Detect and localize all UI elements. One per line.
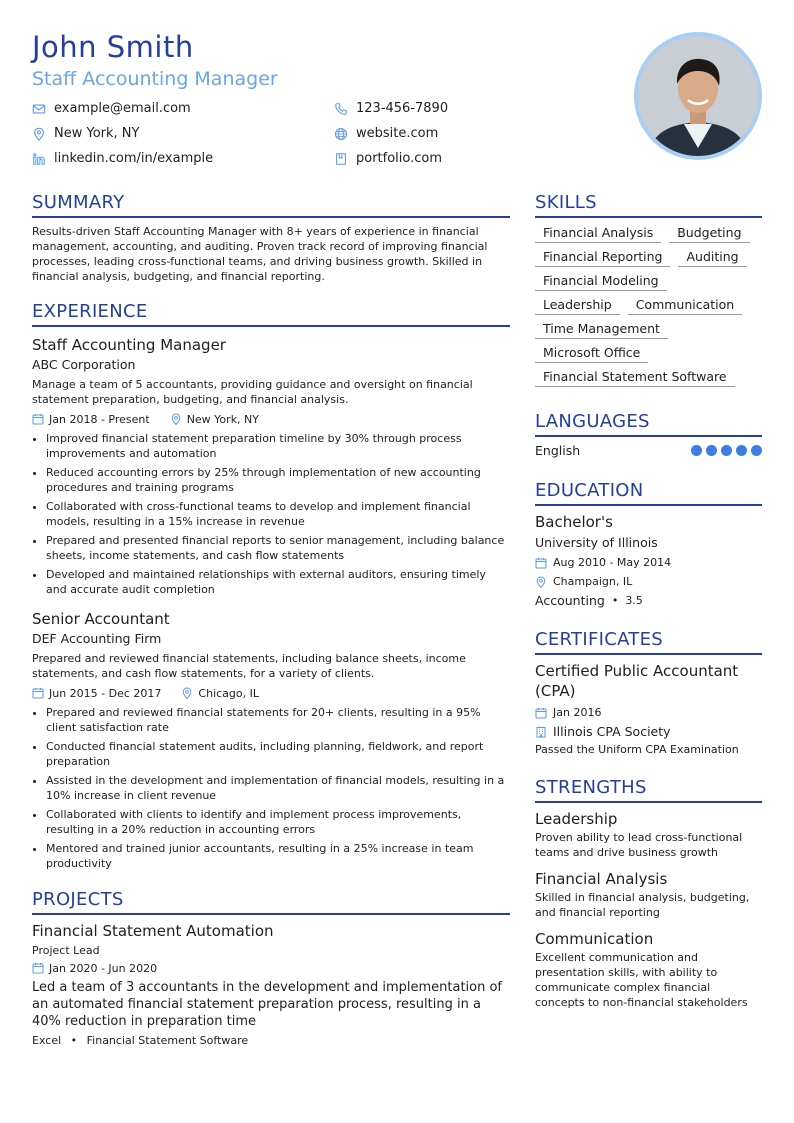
calendar-icon bbox=[32, 413, 44, 425]
separator-dot: • bbox=[70, 1034, 78, 1047]
experience-heading: EXPERIENCE bbox=[32, 301, 510, 327]
project-description: Led a team of 3 accountants in the development and implementation of an automated financial statement preparation process, resulting in a 40% reduction in preparation time bbox=[32, 980, 503, 1029]
education-field: Accounting bbox=[535, 593, 605, 608]
contact-linkedin-text: linkedin.com/in/example bbox=[54, 151, 214, 166]
strength-description: Proven ability to lead cross-functional teams and drive business growth bbox=[535, 831, 743, 859]
education-dates-row bbox=[535, 553, 762, 572]
skill-tag: Financial Statement Software bbox=[535, 368, 735, 387]
job-company: DEF Accounting Firm bbox=[32, 631, 162, 646]
certificate-issuer: Illinois CPA Society bbox=[553, 724, 671, 739]
calendar-icon bbox=[535, 557, 547, 569]
experience-item bbox=[32, 609, 510, 871]
portfolio-icon bbox=[334, 152, 348, 166]
strength-description: Skilled in financial analysis, budgeting, and financial reporting bbox=[535, 891, 750, 919]
proficiency-dot bbox=[691, 445, 702, 456]
globe-icon bbox=[334, 127, 348, 141]
project-dates: Jan 2020 - Jun 2020 bbox=[49, 961, 158, 975]
contact-website-text: website.com bbox=[356, 126, 439, 141]
contact-linkedin[interactable] bbox=[32, 151, 213, 166]
experience-item bbox=[32, 335, 510, 597]
experience-section bbox=[32, 301, 510, 871]
job-company: ABC Corporation bbox=[32, 357, 136, 372]
job-bullets bbox=[32, 431, 510, 597]
education-dates: Aug 2010 - May 2014 bbox=[553, 556, 672, 569]
languages-section bbox=[535, 411, 762, 458]
strength-description: Excellent communication and presentation skills, with ability to communicate complex financial concepts to non-financial stakeholders bbox=[535, 951, 748, 1009]
contact-location bbox=[32, 126, 139, 141]
skill-tag: Financial Modeling bbox=[535, 272, 667, 291]
certificate-date-row bbox=[535, 703, 762, 722]
skill-tag: Microsoft Office bbox=[535, 344, 648, 363]
contact-phone[interactable] bbox=[334, 101, 448, 116]
job-bullet: • Reduced accounting errors by 25% through implementation of new accounting procedures and training programs bbox=[46, 465, 510, 495]
right-column bbox=[535, 192, 762, 1010]
certificate-issuer-row bbox=[535, 722, 762, 742]
profile-photo bbox=[634, 32, 762, 160]
project-title: Financial Statement Automation bbox=[32, 922, 274, 940]
building-icon bbox=[535, 726, 547, 738]
contact-portfolio-text: portfolio.com bbox=[356, 151, 443, 166]
strength-title: Leadership bbox=[535, 810, 618, 828]
job-dates: Jan 2018 - Present bbox=[49, 412, 150, 426]
job-bullet: • Improved financial statement preparation timeline by 30% through process improvements and automation bbox=[46, 431, 510, 461]
contact-email[interactable] bbox=[32, 101, 191, 116]
strengths-section bbox=[535, 777, 762, 1010]
candidate-title: Staff Accounting Manager bbox=[32, 68, 278, 90]
separator-dot: • bbox=[611, 594, 619, 607]
profile-photo-image bbox=[638, 36, 758, 156]
job-title: Senior Accountant bbox=[32, 610, 170, 628]
linkedin-icon bbox=[32, 152, 46, 166]
job-meta bbox=[32, 411, 510, 427]
envelope-icon bbox=[32, 102, 46, 116]
job-description: Manage a team of 5 accountants, providing guidance and oversight on financial statement preparation, budgeting, and financial analysis. bbox=[32, 378, 473, 406]
location-pin-icon bbox=[32, 127, 46, 141]
language-row bbox=[535, 443, 762, 458]
job-bullet: • Prepared and reviewed financial statements for 20+ clients, resulting in a 95% client satisfaction rate bbox=[46, 705, 510, 735]
education-location-row bbox=[535, 572, 762, 591]
contact-location-text: New York, NY bbox=[54, 126, 140, 141]
certificate-date: Jan 2016 bbox=[553, 706, 602, 719]
certificates-heading: CERTIFICATES bbox=[535, 629, 762, 655]
skill-tag: Time Management bbox=[535, 320, 668, 339]
location-pin-icon bbox=[181, 687, 193, 699]
project-tools bbox=[32, 1033, 510, 1049]
contact-phone-text: 123-456-7890 bbox=[356, 101, 449, 116]
education-location: Champaign, IL bbox=[553, 575, 633, 588]
job-title: Staff Accounting Manager bbox=[32, 336, 226, 354]
education-section bbox=[535, 480, 762, 611]
degree: Bachelor's bbox=[535, 513, 613, 531]
project-role: Project Lead bbox=[32, 944, 100, 957]
education-heading: EDUCATION bbox=[535, 480, 762, 506]
job-location: Chicago, IL bbox=[198, 686, 259, 700]
candidate-name: John Smith bbox=[32, 30, 194, 64]
job-bullet: • Collaborated with cross-functional teams to develop and implement financial models, resulting in a 15% increase in revenue bbox=[46, 499, 510, 529]
skills-section bbox=[535, 192, 762, 392]
projects-heading: PROJECTS bbox=[32, 889, 510, 915]
summary-text: Results-driven Staff Accounting Manager with 8+ years of experience in financial management, accounting, and auditing. Proven track record of improving financial processes, leading cross-functional teams, and driving business growth. Skilled in financial analysis, budgeting, and financial reporting. bbox=[32, 225, 488, 283]
job-bullet: • Collaborated with clients to identify and implement process improvements, resulting in a 20% reduction in accounting errors bbox=[46, 807, 510, 837]
project-tool: Financial Statement Software bbox=[86, 1034, 249, 1047]
contact-email-text: example@email.com bbox=[54, 101, 191, 116]
skill-tag: Financial Analysis bbox=[535, 224, 661, 243]
strengths-heading: STRENGTHS bbox=[535, 777, 762, 803]
skill-tag: Communication bbox=[628, 296, 743, 315]
phone-icon bbox=[334, 102, 348, 116]
calendar-icon bbox=[535, 707, 547, 719]
calendar-icon bbox=[32, 687, 44, 699]
proficiency-dot bbox=[721, 445, 732, 456]
job-meta bbox=[32, 685, 510, 701]
summary-heading: SUMMARY bbox=[32, 192, 510, 218]
proficiency-dot bbox=[736, 445, 747, 456]
job-dates: Jun 2015 - Dec 2017 bbox=[49, 686, 162, 700]
education-gpa: 3.5 bbox=[625, 594, 643, 607]
project-meta bbox=[32, 960, 510, 976]
skills-list bbox=[535, 224, 762, 392]
certificates-section bbox=[535, 629, 762, 757]
project-tool: Excel bbox=[32, 1034, 62, 1047]
proficiency-dot bbox=[706, 445, 717, 456]
certificate-description: Passed the Uniform CPA Examination bbox=[535, 743, 739, 756]
calendar-icon bbox=[32, 962, 44, 974]
skill-tag: Auditing bbox=[678, 248, 746, 267]
contact-portfolio[interactable] bbox=[334, 151, 442, 166]
job-bullet: • Mentored and trained junior accountants, resulting in a 25% increase in team productivity bbox=[46, 841, 510, 871]
contact-website[interactable] bbox=[334, 126, 438, 141]
job-bullet: • Assisted in the development and implementation of financial models, resulting in a 10% increase in client revenue bbox=[46, 773, 510, 803]
strength-title: Financial Analysis bbox=[535, 870, 668, 888]
job-bullets bbox=[32, 705, 510, 871]
job-bullet: • Conducted financial statement audits, including planning, fieldwork, and report preparation bbox=[46, 739, 510, 769]
language-level-dots bbox=[687, 445, 762, 456]
location-pin-icon bbox=[535, 576, 547, 588]
language-name: English bbox=[535, 443, 581, 458]
skill-tag: Financial Reporting bbox=[535, 248, 670, 267]
job-location: New York, NY bbox=[186, 412, 259, 426]
languages-heading: LANGUAGES bbox=[535, 411, 762, 437]
job-bullet: • Developed and maintained relationships with external auditors, ensuring timely and accurate audit completion bbox=[46, 567, 510, 597]
summary-section bbox=[32, 192, 510, 284]
skill-tag: Budgeting bbox=[669, 224, 749, 243]
job-bullet: • Prepared and presented financial reports to senior management, including balance sheets, income statements, and cash flow statements bbox=[46, 533, 510, 563]
certificate-title: Certified Public Accountant (CPA) bbox=[535, 662, 739, 700]
proficiency-dot bbox=[751, 445, 762, 456]
projects-section bbox=[32, 889, 510, 1049]
skills-heading: SKILLS bbox=[535, 192, 762, 218]
strength-title: Communication bbox=[535, 930, 654, 948]
left-column bbox=[32, 192, 510, 1049]
school: University of Illinois bbox=[535, 535, 658, 550]
location-pin-icon bbox=[170, 413, 182, 425]
job-description: Prepared and reviewed financial statements, including balance sheets, income statements, and cash flow statements, for a variety of clients. bbox=[32, 652, 466, 680]
skill-tag: Leadership bbox=[535, 296, 620, 315]
education-field-row bbox=[535, 591, 762, 611]
